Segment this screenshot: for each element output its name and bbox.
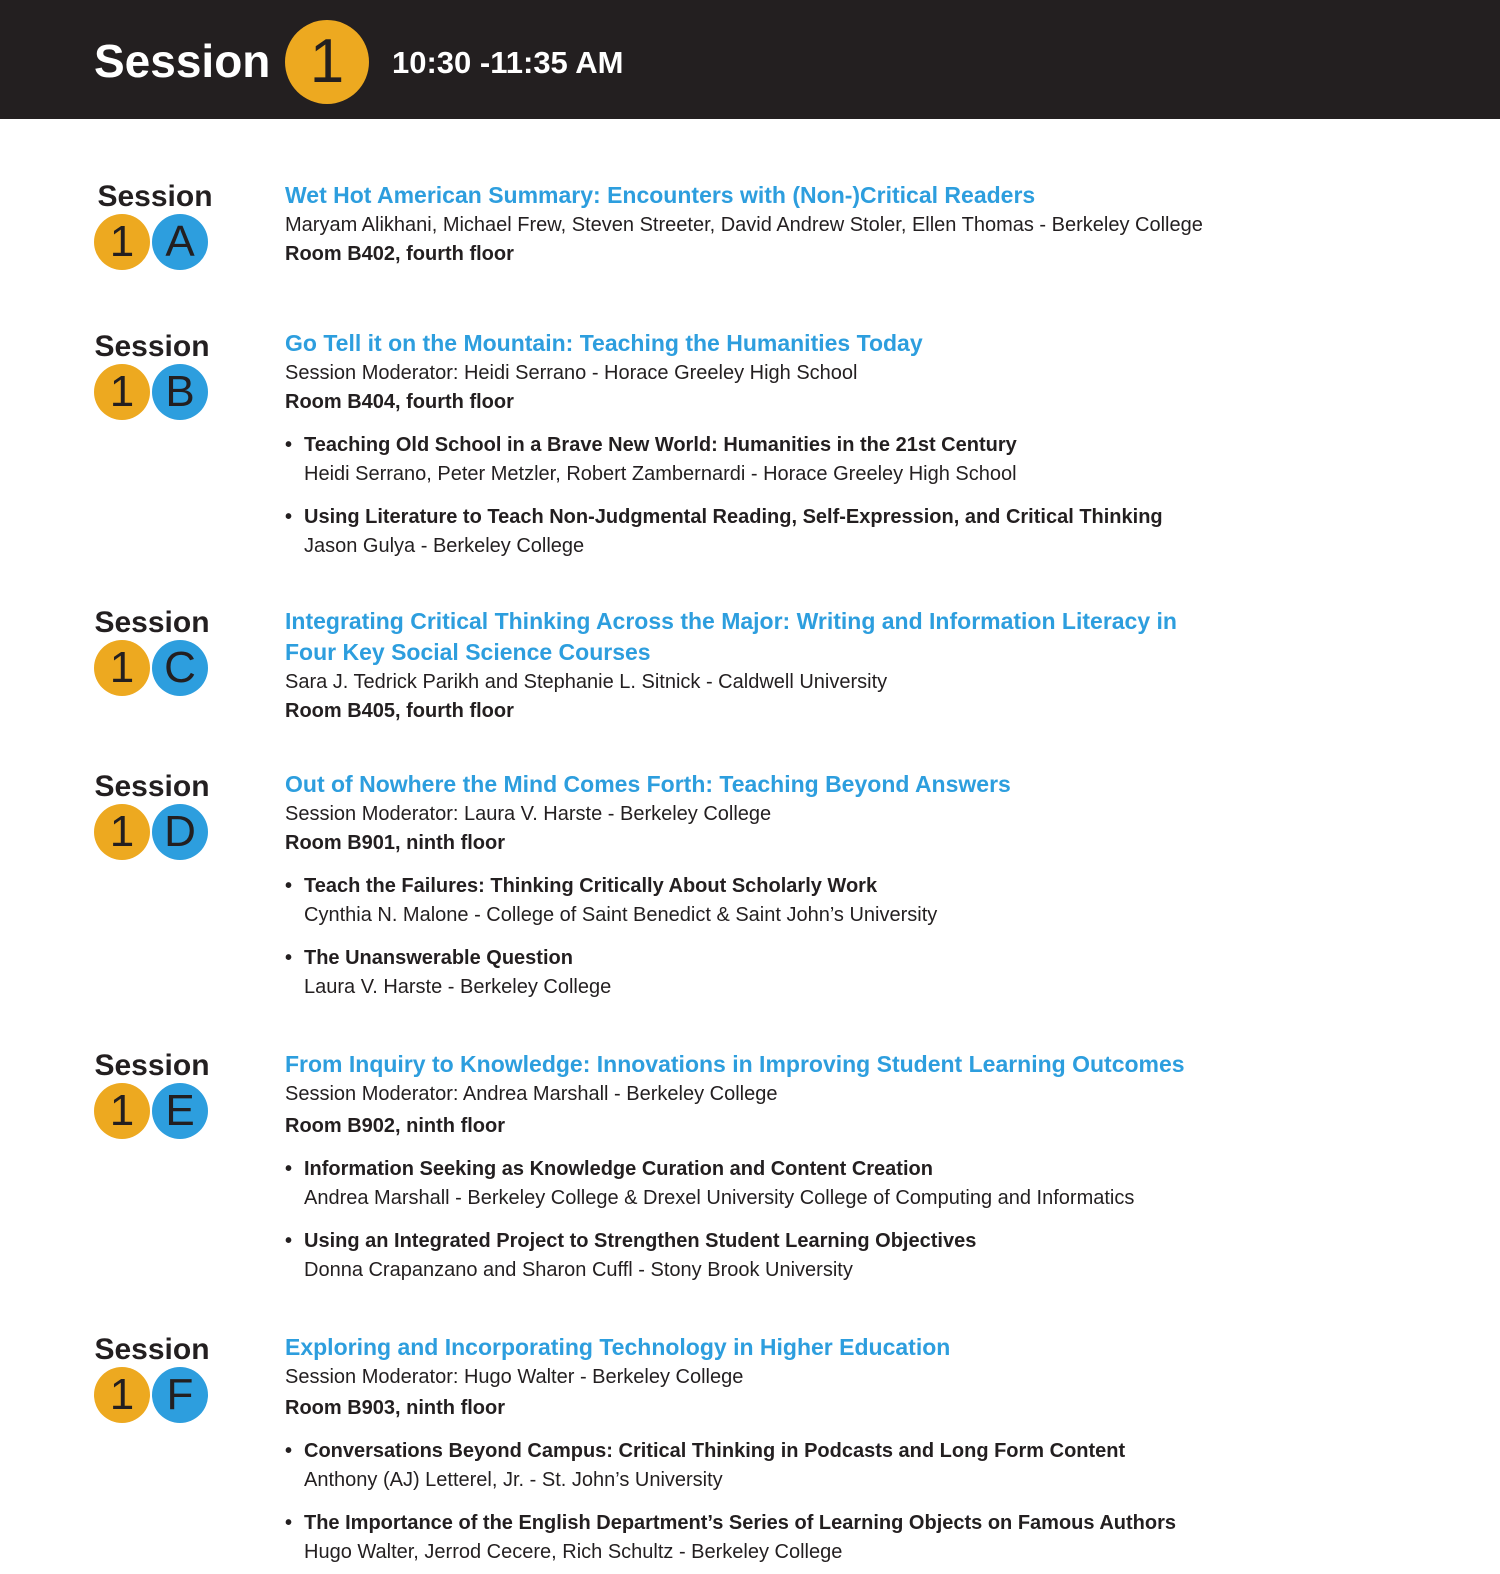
talk-authors: Andrea Marshall - Berkeley College & Drexel University College of Computing and Informatics <box>304 1187 1135 1209</box>
session-title: From Inquiry to Knowledge: Innovations in Improving Student Learning Outcomes <box>285 1051 1185 1077</box>
session-1e <box>285 1049 1465 1285</box>
bullet: • <box>285 947 293 969</box>
talk-title: Using Literature to Teach Non-Judgmental Reading, Self-Expression, and Critical Thinking <box>304 506 1163 528</box>
session-letter-circle: C <box>152 640 208 696</box>
session-title: Exploring and Incorporating Technology in Higher Education <box>285 1334 951 1360</box>
session-letter-circle: B <box>152 364 208 420</box>
session-byline: Sara J. Tedrick Parikh and Stephanie L. Sitnick - Caldwell University <box>285 671 888 693</box>
session-moderator: Session Moderator: Hugo Walter - Berkeley College <box>285 1366 744 1388</box>
session-number-circle: 1 <box>94 1083 150 1139</box>
bullet: • <box>285 434 293 456</box>
talk-item <box>285 431 1465 489</box>
talk-item <box>285 872 1465 930</box>
session-letter-circle: A <box>152 214 208 270</box>
talk-title: Conversations Beyond Campus: Critical Thinking in Podcasts and Long Form Content <box>304 1440 1126 1462</box>
talk-item <box>285 944 1465 1002</box>
session-label-word: Session <box>94 606 210 639</box>
session-moderator: Session Moderator: Heidi Serrano - Horace Greeley High School <box>285 362 858 384</box>
session-byline: Maryam Alikhani, Michael Frew, Steven Streeter, David Andrew Stoler, Ellen Thomas - Berkeley College <box>285 214 1203 236</box>
session-title: Wet Hot American Summary: Encounters with (Non-)Critical Readers <box>285 182 1036 208</box>
talk-authors: Cynthia N. Malone - College of Saint Benedict & Saint John’s University <box>304 904 938 926</box>
bullet: • <box>285 875 293 897</box>
session-number-badge: 1 <box>285 20 369 104</box>
talk-title: Using an Integrated Project to Strengthen Student Learning Objectives <box>304 1230 977 1252</box>
session-number-circle: 1 <box>94 364 150 420</box>
bullet: • <box>285 506 293 528</box>
talk-authors: Jason Gulya - Berkeley College <box>304 535 585 557</box>
bullet: • <box>285 1230 293 1252</box>
session-header-bar <box>0 0 1500 119</box>
session-number-circle: 1 <box>94 214 150 270</box>
talk-title: Teaching Old School in a Brave New World: Humanities in the 21st Century <box>304 434 1017 456</box>
talk-authors: Anthony (AJ) Letterel, Jr. - St. John’s University <box>304 1469 723 1491</box>
talk-authors: Donna Crapanzano and Sharon Cuffl - Stony Brook University <box>304 1259 853 1281</box>
session-title: Out of Nowhere the Mind Comes Forth: Teaching Beyond Answers <box>285 771 1011 797</box>
talk-title: Teach the Failures: Thinking Critically About Scholarly Work <box>304 875 878 897</box>
talk-item <box>285 503 1465 561</box>
session-label-word: Session <box>94 330 210 363</box>
talk-item <box>285 1437 1465 1495</box>
session-letter-circle: F <box>152 1367 208 1423</box>
talk-title: The Unanswerable Question <box>304 947 573 969</box>
session-room: Room B902, ninth floor <box>285 1115 505 1137</box>
session-room: Room B903, ninth floor <box>285 1397 505 1419</box>
session-number-circle: 1 <box>94 804 150 860</box>
talk-authors: Laura V. Harste - Berkeley College <box>304 976 612 998</box>
session-letter-circle: E <box>152 1083 208 1139</box>
session-label-word: Session <box>94 770 210 803</box>
session-number-circle: 1 <box>94 1367 150 1423</box>
session-room: Room B901, ninth floor <box>285 832 505 854</box>
session-title-line-1: Integrating Critical Thinking Across the Major: Writing and Information Literacy in <box>285 608 1177 634</box>
session-label-word: Session <box>94 1049 210 1082</box>
session-label-word: Session <box>94 1333 210 1366</box>
bullet: • <box>285 1512 293 1534</box>
session-room: Room B402, fourth floor <box>285 243 514 265</box>
session-moderator: Session Moderator: Laura V. Harste - Berkeley College <box>285 803 772 825</box>
header-title: Session <box>94 35 271 87</box>
talk-authors: Heidi Serrano, Peter Metzler, Robert Zambernardi - Horace Greeley High School <box>304 463 1017 485</box>
session-title: Go Tell it on the Mountain: Teaching the Humanities Today <box>285 330 923 356</box>
session-1c <box>285 606 1465 726</box>
session-moderator: Session Moderator: Andrea Marshall - Berkeley College <box>285 1083 778 1105</box>
session-1b <box>285 328 1465 561</box>
session-1f <box>285 1332 1465 1567</box>
session-1d <box>285 769 1465 1002</box>
session-room: Room B404, fourth floor <box>285 391 514 413</box>
session-time: 10:30 -11:35 AM <box>392 45 624 80</box>
session-label-word: Session <box>97 180 213 213</box>
bullet: • <box>285 1158 293 1180</box>
talk-item <box>285 1155 1465 1213</box>
session-room: Room B405, fourth floor <box>285 700 514 722</box>
bullet: • <box>285 1440 293 1462</box>
talk-title: The Importance of the English Department’s Series of Learning Objects on Famous Authors <box>304 1512 1176 1534</box>
talk-item <box>285 1227 1465 1285</box>
session-1a <box>285 180 1465 269</box>
talk-item <box>285 1509 1465 1567</box>
session-title-line-2: Four Key Social Science Courses <box>285 639 651 665</box>
talk-title: Information Seeking as Knowledge Curation and Content Creation <box>304 1158 933 1180</box>
session-number-circle: 1 <box>94 640 150 696</box>
session-letter-circle: D <box>152 804 208 860</box>
talk-authors: Hugo Walter, Jerrod Cecere, Rich Schultz - Berkeley College <box>304 1541 843 1563</box>
